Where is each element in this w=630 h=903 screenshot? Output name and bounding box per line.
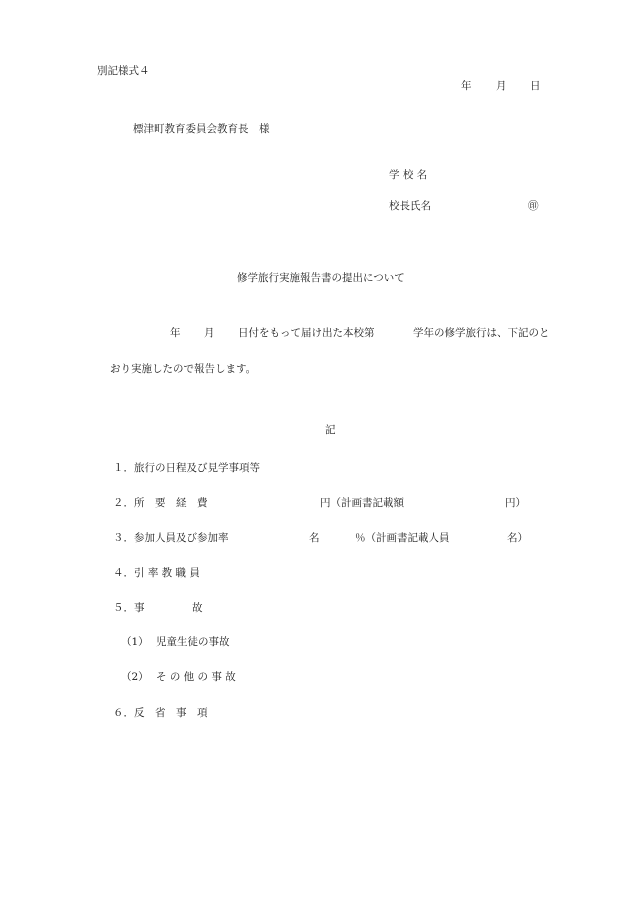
sub-1-num: （1） [121,636,149,648]
principal-name-label: 校長氏名 [389,200,431,212]
date-month: 月 [496,80,507,92]
item-3-mei-close: 名） [507,532,528,544]
sub-1-text: 児童生徒の事故 [156,636,230,648]
item-1: １．旅行の日程及び見学事項等 [113,462,260,474]
body-line-1 [0,328,630,340]
item-5-label: ５．事 [113,602,145,614]
item-5-suffix: 故 [192,602,203,614]
date-year: 年 [461,80,472,92]
sub-2-text: そ の 他 の 事 故 [156,671,236,683]
body-text-2: 学年の修学旅行は、下記のと [413,327,550,339]
date-line [0,81,630,93]
sub-2-num: （2） [121,671,149,683]
item-2-label: ２．所 要 経 費 [113,497,208,509]
item-4: ４．引 率 教 職 員 [113,567,200,579]
item-2-yen: 円（計画書記載額 [320,497,404,509]
item-5-sub-2 [0,672,630,684]
form-label: 別記様式４ [97,65,150,77]
item-3-mei: 名 [309,532,320,544]
ki-heading: 記 [325,424,336,436]
item-3-label: ３．参加人員及び参加率 [113,532,229,544]
date-day: 日 [530,80,541,92]
body-year: 年 [170,327,181,339]
item-5 [0,603,630,615]
addressee: 標津町教育委員会教育長 様 [133,123,270,135]
body-text-1: 日付をもって届け出た本校第 [238,327,375,339]
item-5-sub-1 [0,637,630,649]
principal-line [0,201,630,213]
seal-mark: ㊞ [528,200,539,212]
body-month: 月 [204,327,215,339]
item-2-yen-close: 円） [505,497,526,509]
school-name-label: 学 校 名 [389,169,428,181]
item-3 [0,533,630,545]
item-2 [0,498,630,510]
item-6: ６．反 省 事 項 [113,707,208,719]
item-3-pct: ％（計画書記載人員 [355,532,450,544]
body-line-2: おり実施したので報告します。 [110,363,257,375]
document-title: 修学旅行実施報告書の提出について [237,272,405,284]
